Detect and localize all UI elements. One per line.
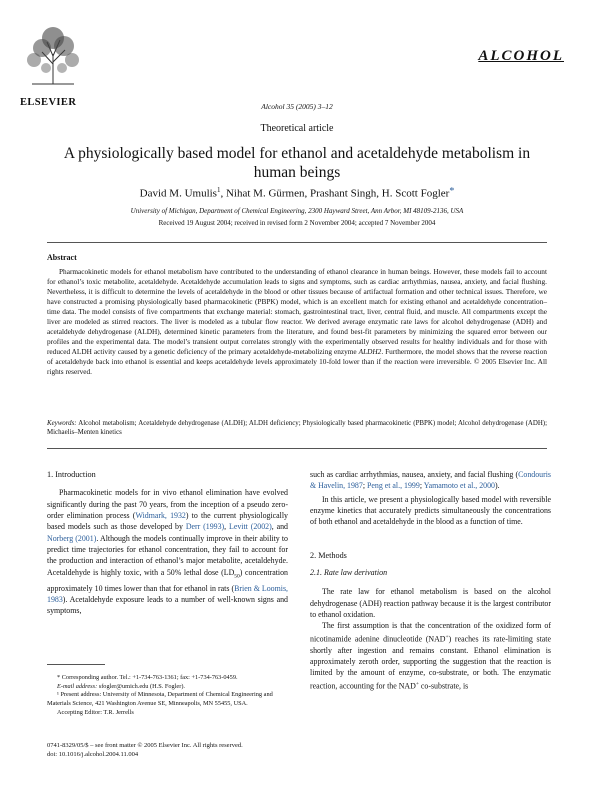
- abstract-body-end: . Furthermore, the model shows that the reverse reaction of acetaldehyde back into ethanol is essential and keeps acetaldehyde levels approximately 10-fold lower than if the reaction were irreversible. © 2005 Elsevier Inc. All rights reserved.: [47, 347, 547, 377]
- corresponding-author-footnote: * Corresponding author. Tel.: +1-734-763-1361; fax: +1-734-763-0459.: [57, 674, 238, 681]
- intro-text: ). Acetaldehyde exposure leads to a number of well-known signs and symptoms,: [47, 595, 288, 616]
- keywords: [47, 419, 547, 438]
- abstract-heading: Abstract: [47, 253, 77, 262]
- intro-text: Pharmacokinetic models for in vivo ethanol elimination have evolved significantly during the past 70 years, from the inception of a pseudo zero-order elimination process (: [47, 488, 288, 521]
- corresponding-author-mark[interactable]: *: [449, 186, 455, 197]
- superscript: +: [415, 680, 419, 687]
- reference-link[interactable]: Condouris & Havelin, 1987: [310, 470, 551, 491]
- keywords-label: Keywords:: [47, 420, 77, 427]
- reference-link[interactable]: Widmark, 1932: [135, 511, 186, 521]
- reference-link[interactable]: Norberg (2001): [47, 533, 97, 543]
- introduction-paragraph: [47, 487, 288, 616]
- body-paragraph: The rate law for ethanol metabolism is based on the alcohol dehydrogenase (ADH) reaction pathway because it is the largest contributor to ethanol oxidation.: [310, 587, 551, 620]
- right-column: [310, 469, 551, 692]
- accepting-editor: Accepting Editor: T.R. Jerrells: [57, 708, 134, 716]
- left-column: [47, 469, 288, 617]
- reference-link[interactable]: Derr (1993): [185, 522, 225, 532]
- intro-text: , and: [271, 522, 288, 532]
- author-name: David M. Umulis: [139, 187, 217, 200]
- subsection-heading: 2.1. Rate law derivation: [310, 568, 388, 578]
- reference-link[interactable]: Brien & Loomis, 1983: [47, 583, 288, 605]
- article-type: Theoretical article: [260, 123, 334, 134]
- subscript: 50: [234, 573, 240, 580]
- divider-top: [47, 242, 547, 243]
- reference-link[interactable]: Yamamoto et al., 2000: [423, 481, 496, 491]
- body-text: ;: [362, 481, 367, 491]
- body-text: ) reaches its rate-limiting state shortly after ingestion and remains constant. Ethanol elimination is approximately zeroth order, supporting the suggestion that the reaction is limited by the amount of enzyme, co-substrate, or both. The enzymatic reaction, accounting for the NAD: [310, 634, 552, 691]
- footnotes: [47, 674, 297, 718]
- body-text: co-substrate, is: [418, 681, 469, 691]
- publisher-tree-logo: [22, 24, 84, 86]
- body-paragraph: In this article, we present a physiologically based model with reversible enzyme kinetics that accurately predicts simultaneously the concentrations of both ethanol and acetaldehyde in the blood as a function of time.: [310, 494, 551, 527]
- present-address-footnote: ¹ Present address: University of Minnesota, Department of Chemical Engineering and Materials Science, 421 Washington Avenue SE, Minneapolis, MN 55455, USA.: [47, 691, 273, 708]
- journal-logo: ALCOHOL: [478, 48, 564, 64]
- reference-link[interactable]: Peng et al., 1999: [367, 481, 420, 491]
- keywords-list: Alcohol metabolism; Acetaldehyde dehydrogenase (ALDH); ALDH deficiency; Physiologically based pharmacokinetic (PBPK) model; Alcohol dehydrogenase (ADH); Michaelis–Menten kinetics: [47, 420, 547, 437]
- abstract-body: Pharmacokinetic models for ethanol metabolism have contributed to the understanding of ethanol clearance in human beings. However, these models fail to account for ethanol’s toxic metabolite, acetaldehyde. Acetaldehyde accumulation leads to signs and symptoms, such as cardiac arrhythmias, nausea, anxiety, and facial flushing. Nevertheless, it is difficult to determine the levels of acetaldehyde in the blood or other tissues because of artifactual formation and other technical issues. Therefore, we have constructed a promising physiologically based pharmacokinetic (PBPK) model, which is an excellent match for existing ethanol and acetaldehyde concentration–time data. The model consists of five compartments that exchange material: stomach, gastrointestinal tract, liver, central fluid, and muscle. All compartments except the liver are modeled as stirred reactors. The liver is modeled as a tubular flow reactor. We derived average enzymatic rate laws for alcohol dehydrogenase (ADH) and acetaldehyde dehydrogenase (ALDH), determined kinetic parameters from the literature, and found best-fit parameters by minimizing the squared error between our profiles and the experimental data. The model’s transient output correlates strongly with the experimentally observed results for healthy individuals and for those with reduced ALDH activity caused by a genetic deficiency of the primary acetaldehyde-metabolizing enzyme: [47, 267, 547, 357]
- body-text: such as cardiac arrhythmias, nausea, anxiety, and facial flushing (: [310, 470, 519, 479]
- footnote-divider: [47, 664, 105, 665]
- body-text: ).: [495, 481, 500, 491]
- journal-citation: Alcohol 35 (2005) 3–12: [261, 102, 333, 111]
- introduction-heading: 1. Introduction: [47, 470, 96, 479]
- email-address[interactable]: sfogler@umich.edu (H.S. Fogler).: [97, 682, 185, 690]
- continued-paragraph: [310, 469, 551, 492]
- issn-line: 0741-8329/05/$ – see front matter © 2005 Elsevier Inc. All rights reserved.: [47, 742, 243, 749]
- intro-text: ,: [224, 522, 230, 532]
- body-paragraph: [310, 620, 551, 691]
- intro-text: . Although the models continually improve in their ability to predict time trajectories for ethanol concentration, they fail to account for the production and interaction of ethanol’s major metabolite, acetaldehyde. Acetaldehyde is highly toxic, with a 50% lethal dose (LD: [47, 533, 288, 577]
- intro-text: ) concentration approximately 10 times lower than that for ethanol in rats (: [47, 567, 288, 593]
- reference-link[interactable]: Levitt (2002): [229, 522, 272, 532]
- divider-bottom: [47, 448, 547, 449]
- doi-line[interactable]: doi: 10.1016/j.alcohol.2004.11.004: [47, 751, 139, 758]
- received-dates: Received 19 August 2004; received in revised form 2 November 2004; accepted 7 November 2004: [158, 219, 436, 227]
- superscript: +: [445, 633, 449, 640]
- author-names-rest: , Nihat M. Gürmen, Prashant Singh, H. Scott Fogler: [220, 187, 450, 200]
- email-label: E-mail address:: [57, 682, 98, 690]
- author-footnote-mark: 1: [216, 186, 221, 194]
- author-list: [0, 186, 594, 200]
- paper-title: A physiologically based model for ethanol and acetaldehyde metabolism in human beings: [63, 145, 531, 181]
- methods-heading: 2. Methods: [310, 550, 347, 560]
- intro-text: ) to the current physiologically based models such as those developed by: [47, 511, 288, 532]
- abstract-gene-name: ALDH2: [358, 347, 382, 357]
- affiliation: University of Michigan, Department of Chemical Engineering, 2300 Hayward Street, Ann Arbor, MI 48109-2136, USA: [130, 207, 464, 215]
- email-footnote: [47, 683, 297, 692]
- abstract-text: [47, 267, 547, 378]
- body-text: ;: [419, 481, 424, 491]
- bottom-matter: [47, 741, 243, 759]
- body-text: The first assumption is that the concentration of the oxidized form of nicotinamide adenine dinucleotide (NAD: [310, 621, 551, 644]
- publisher-name: ELSEVIER: [20, 97, 77, 108]
